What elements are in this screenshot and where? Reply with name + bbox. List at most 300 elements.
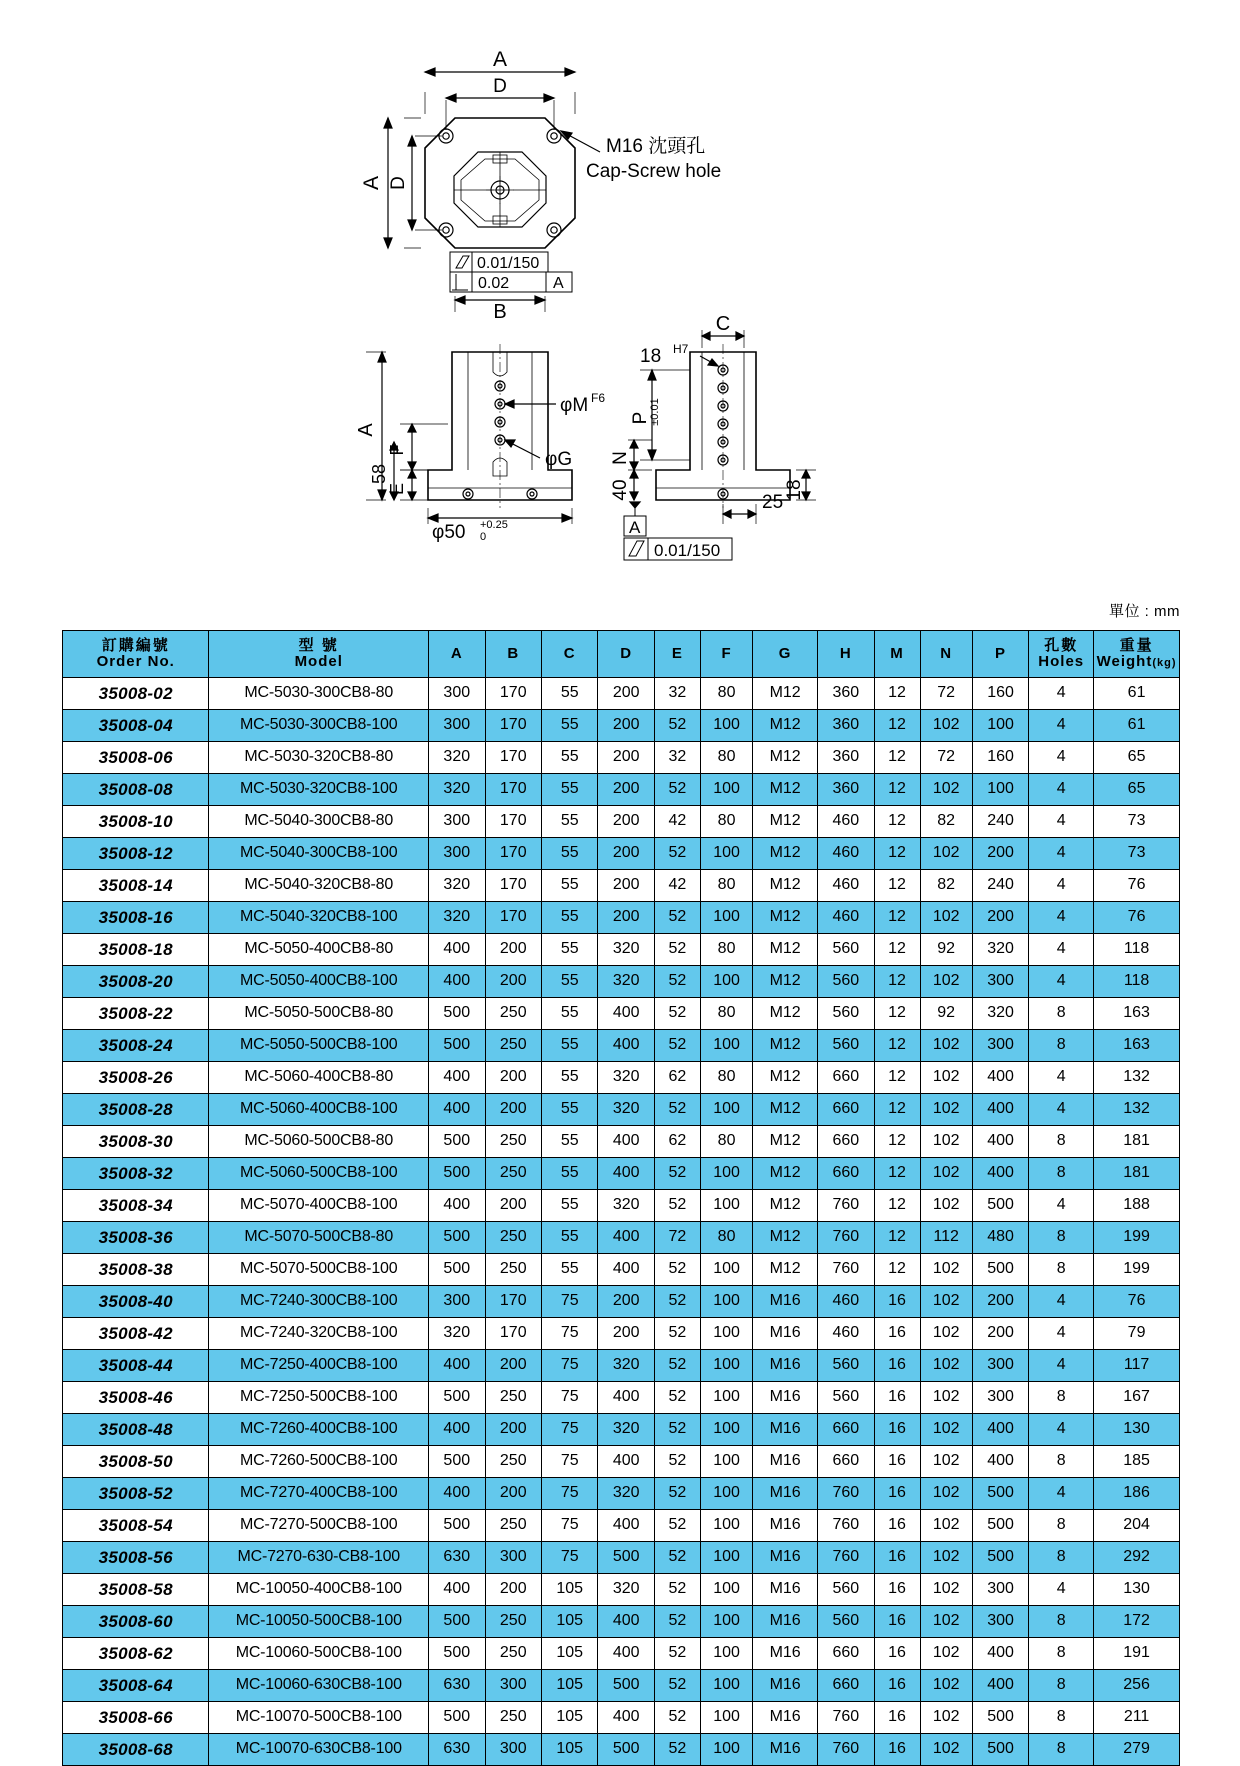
cell-model: MC-5070-500CB8-100 [209,1254,429,1286]
cell-b: 250 [485,1254,541,1286]
cell-d: 320 [598,1350,654,1382]
table-row [63,678,1180,710]
cell-a: 500 [429,1126,485,1158]
cell-weight: 211 [1094,1702,1180,1734]
cell-c: 55 [541,774,597,806]
cell-holes: 8 [1029,1222,1094,1254]
cell-weight: 256 [1094,1670,1180,1702]
table-row [63,902,1180,934]
cell-weight: 132 [1094,1062,1180,1094]
cell-p: 400 [972,1414,1028,1446]
cell-a: 320 [429,774,485,806]
table-header-cell-b [485,631,541,678]
table-row [63,1606,1180,1638]
cell-p: 200 [972,1286,1028,1318]
table-row [63,1638,1180,1670]
table-row [63,1350,1180,1382]
cell-f: 100 [700,774,752,806]
dim-d-top-label: D [493,76,507,97]
cell-m: 16 [874,1478,920,1510]
cell-p: 400 [972,1670,1028,1702]
cell-c: 105 [541,1574,597,1606]
cell-m: 12 [874,1126,920,1158]
cell-p: 200 [972,838,1028,870]
cell-c: 75 [541,1542,597,1574]
cell-h: 760 [818,1542,874,1574]
cell-h: 560 [818,1382,874,1414]
phi-m-label: φM [560,395,589,416]
cell-e: 52 [654,1606,700,1638]
cell-m: 12 [874,1254,920,1286]
cell-b: 250 [485,1126,541,1158]
cell-m: 16 [874,1606,920,1638]
cell-g: M16 [753,1702,818,1734]
cell-p: 400 [972,1446,1028,1478]
cell-order-no: 35008-32 [63,1158,209,1190]
cell-holes: 4 [1029,1414,1094,1446]
cell-e: 52 [654,1094,700,1126]
header-label-en: P [995,645,1007,663]
cell-c: 55 [541,966,597,998]
cell-c: 55 [541,1222,597,1254]
cell-n: 102 [920,1286,972,1318]
cell-f: 100 [700,1414,752,1446]
cell-m: 12 [874,934,920,966]
cell-p: 300 [972,1606,1028,1638]
table-row [63,1478,1180,1510]
cell-n: 102 [920,1574,972,1606]
cell-e: 52 [654,774,700,806]
cell-h: 760 [818,1478,874,1510]
cell-n: 102 [920,1414,972,1446]
cell-g: M16 [753,1670,818,1702]
cell-m: 12 [874,1222,920,1254]
cell-a: 400 [429,1062,485,1094]
cell-h: 560 [818,934,874,966]
header-label-en: G [778,645,792,663]
cell-e: 62 [654,1126,700,1158]
cell-h: 360 [818,742,874,774]
cell-h: 660 [818,1126,874,1158]
cell-weight: 279 [1094,1734,1180,1766]
cell-g: M12 [753,710,818,742]
cell-model: MC-5060-500CB8-80 [209,1126,429,1158]
cell-b: 200 [485,1574,541,1606]
cell-c: 55 [541,902,597,934]
cell-a: 300 [429,1286,485,1318]
cell-f: 80 [700,806,752,838]
cell-g: M12 [753,1222,818,1254]
cell-holes: 4 [1029,1350,1094,1382]
cell-m: 16 [874,1350,920,1382]
cell-holes: 8 [1029,1446,1094,1478]
technical-drawing [0,0,1240,620]
cell-a: 320 [429,870,485,902]
cell-n: 102 [920,1478,972,1510]
gdt-flatness-top-value: 0.01/150 [477,255,540,272]
cell-n: 102 [920,1350,972,1382]
cell-n: 102 [920,1542,972,1574]
table-row [63,998,1180,1030]
cell-g: M16 [753,1510,818,1542]
cell-m: 16 [874,1702,920,1734]
cell-d: 200 [598,742,654,774]
cell-d: 500 [598,1542,654,1574]
header-label-en: Model [294,653,343,670]
cell-g: M12 [753,806,818,838]
cell-g: M12 [753,1126,818,1158]
gdt-perpendicularity-datum: A [553,275,564,292]
cell-order-no: 35008-28 [63,1094,209,1126]
cell-g: M12 [753,1030,818,1062]
cell-b: 300 [485,1670,541,1702]
dim-d-left-label: D [388,176,409,190]
cell-weight: 76 [1094,870,1180,902]
cell-model: MC-5040-320CB8-100 [209,902,429,934]
table-row [63,1542,1180,1574]
cell-m: 12 [874,710,920,742]
header-label-en: B [507,645,520,663]
cell-c: 55 [541,934,597,966]
cell-h: 560 [818,1574,874,1606]
cell-order-no: 35008-24 [63,1030,209,1062]
cell-d: 200 [598,1318,654,1350]
table-row [63,1414,1180,1446]
cell-f: 80 [700,1126,752,1158]
cell-h: 460 [818,806,874,838]
cell-h: 760 [818,1510,874,1542]
cell-e: 52 [654,1350,700,1382]
table-row [63,1158,1180,1190]
table-row [63,1126,1180,1158]
cell-model: MC-5060-400CB8-80 [209,1062,429,1094]
cell-weight: 117 [1094,1350,1180,1382]
table-header-cell-n [920,631,972,678]
cell-g: M12 [753,742,818,774]
cell-weight: 76 [1094,1286,1180,1318]
cell-order-no: 35008-50 [63,1446,209,1478]
cell-p: 320 [972,934,1028,966]
table-row [63,1094,1180,1126]
cell-g: M16 [753,1350,818,1382]
dim-18-label: 18 [784,479,805,501]
cell-p: 500 [972,1542,1028,1574]
header-label-cn: 孔數 [1044,637,1079,655]
cell-model: MC-7270-630-CB8-100 [209,1542,429,1574]
cell-m: 12 [874,1158,920,1190]
cell-m: 12 [874,1030,920,1062]
cell-a: 630 [429,1670,485,1702]
table-row [63,870,1180,902]
dim-c-label: C [715,313,731,335]
cell-order-no: 35008-56 [63,1542,209,1574]
cell-model: MC-10050-400CB8-100 [209,1574,429,1606]
cell-b: 170 [485,774,541,806]
cell-d: 400 [598,1030,654,1062]
cell-order-no: 35008-16 [63,902,209,934]
cell-order-no: 35008-14 [63,870,209,902]
cell-a: 300 [429,806,485,838]
cell-model: MC-7250-500CB8-100 [209,1382,429,1414]
cell-p: 240 [972,806,1028,838]
cell-g: M12 [753,902,818,934]
cell-holes: 8 [1029,1030,1094,1062]
cell-model: MC-5050-400CB8-80 [209,934,429,966]
cell-weight: 181 [1094,1126,1180,1158]
cell-order-no: 35008-52 [63,1478,209,1510]
cell-d: 200 [598,1286,654,1318]
cell-n: 102 [920,1382,972,1414]
cell-h: 360 [818,678,874,710]
cell-m: 12 [874,1190,920,1222]
cell-d: 200 [598,838,654,870]
cell-p: 500 [972,1734,1028,1766]
cell-b: 200 [485,966,541,998]
dim-p-tolerance: ±0.01 [649,398,661,426]
cell-e: 52 [654,1734,700,1766]
cell-a: 500 [429,1702,485,1734]
table-header-cell-c [541,631,597,678]
cell-h: 660 [818,1446,874,1478]
cell-p: 500 [972,1702,1028,1734]
cell-h: 560 [818,1030,874,1062]
cell-weight: 199 [1094,1254,1180,1286]
cell-model: MC-5040-300CB8-80 [209,806,429,838]
cell-b: 250 [485,1702,541,1734]
cell-e: 52 [654,902,700,934]
cell-m: 16 [874,1574,920,1606]
cell-order-no: 35008-58 [63,1574,209,1606]
cell-c: 105 [541,1670,597,1702]
cell-g: M12 [753,1158,818,1190]
cell-holes: 8 [1029,1158,1094,1190]
cell-b: 200 [485,1414,541,1446]
cell-e: 52 [654,1446,700,1478]
cell-p: 400 [972,1094,1028,1126]
cell-model: MC-7270-500CB8-100 [209,1510,429,1542]
cap-screw-callout-cn: M16 沈頭孔 [606,136,706,157]
cell-h: 560 [818,966,874,998]
cell-p: 300 [972,1030,1028,1062]
cell-f: 80 [700,678,752,710]
table-row [63,774,1180,806]
cell-holes: 4 [1029,1190,1094,1222]
cell-order-no: 35008-26 [63,1062,209,1094]
cell-c: 55 [541,806,597,838]
cell-e: 52 [654,1670,700,1702]
header-label-en: E [671,645,683,663]
cell-d: 400 [598,1382,654,1414]
cell-a: 400 [429,1094,485,1126]
cell-holes: 8 [1029,1510,1094,1542]
cell-f: 100 [700,1286,752,1318]
cell-g: M16 [753,1734,818,1766]
cell-n: 92 [920,934,972,966]
cell-a: 500 [429,1158,485,1190]
cell-d: 320 [598,1574,654,1606]
cell-c: 105 [541,1606,597,1638]
cell-g: M12 [753,1254,818,1286]
cell-g: M16 [753,1446,818,1478]
cell-g: M12 [753,1190,818,1222]
cell-d: 400 [598,1446,654,1478]
cell-model: MC-10070-500CB8-100 [209,1702,429,1734]
cell-d: 320 [598,934,654,966]
table-head [63,631,1180,678]
cell-holes: 8 [1029,1670,1094,1702]
table-row [63,1254,1180,1286]
cell-holes: 4 [1029,710,1094,742]
cell-b: 170 [485,1286,541,1318]
cell-p: 400 [972,1126,1028,1158]
cell-a: 500 [429,1446,485,1478]
cell-h: 760 [818,1254,874,1286]
cell-c: 55 [541,1126,597,1158]
cell-d: 200 [598,870,654,902]
cell-h: 560 [818,998,874,1030]
cell-f: 100 [700,838,752,870]
cell-d: 500 [598,1734,654,1766]
cell-b: 250 [485,1030,541,1062]
cell-order-no: 35008-18 [63,934,209,966]
cell-c: 55 [541,1094,597,1126]
cell-holes: 4 [1029,1318,1094,1350]
header-label-cn: 重量 [1119,637,1154,655]
cell-model: MC-7250-400CB8-100 [209,1350,429,1382]
cell-m: 16 [874,1286,920,1318]
cell-f: 100 [700,1318,752,1350]
cell-g: M12 [753,678,818,710]
cell-n: 102 [920,1638,972,1670]
cell-a: 500 [429,1382,485,1414]
header-label-cn: 型 號 [298,637,339,655]
cell-b: 250 [485,998,541,1030]
header-label-en: F [721,645,732,663]
cell-h: 560 [818,1606,874,1638]
table-row [63,1190,1180,1222]
cell-a: 400 [429,1574,485,1606]
cell-weight: 167 [1094,1382,1180,1414]
phi-m-sup: F6 [591,391,606,405]
cell-f: 100 [700,1638,752,1670]
cell-n: 102 [920,1094,972,1126]
cell-n: 102 [920,1062,972,1094]
phi-g-label: φG [545,449,573,470]
cell-weight: 73 [1094,838,1180,870]
cell-f: 100 [700,1574,752,1606]
cell-model: MC-10060-500CB8-100 [209,1638,429,1670]
cell-weight: 292 [1094,1542,1180,1574]
cell-model: MC-10070-630CB8-100 [209,1734,429,1766]
table-header-cell-f [700,631,752,678]
dim-f-label: F [387,444,407,456]
cell-holes: 4 [1029,742,1094,774]
cell-d: 320 [598,1190,654,1222]
cell-order-no: 35008-08 [63,774,209,806]
table-row [63,1062,1180,1094]
cell-h: 660 [818,1638,874,1670]
cell-order-no: 35008-60 [63,1606,209,1638]
cell-order-no: 35008-10 [63,806,209,838]
unit-note: 單位 : mm [1109,603,1180,620]
cell-model: MC-5030-320CB8-80 [209,742,429,774]
cell-weight: 79 [1094,1318,1180,1350]
cell-e: 52 [654,1542,700,1574]
cell-order-no: 35008-22 [63,998,209,1030]
cell-f: 80 [700,1222,752,1254]
cell-c: 55 [541,870,597,902]
table-header-cell-h [818,631,874,678]
table-row [63,1734,1180,1766]
table-header-cell-m [874,631,920,678]
cell-h: 460 [818,1318,874,1350]
cell-holes: 8 [1029,1702,1094,1734]
cell-b: 200 [485,1094,541,1126]
cell-m: 12 [874,998,920,1030]
cell-d: 320 [598,966,654,998]
cell-n: 102 [920,1190,972,1222]
cell-holes: 4 [1029,1478,1094,1510]
cell-m: 12 [874,678,920,710]
cell-f: 100 [700,1542,752,1574]
cell-m: 16 [874,1382,920,1414]
cell-d: 320 [598,1094,654,1126]
cell-n: 102 [920,774,972,806]
cell-m: 16 [874,1446,920,1478]
cell-e: 52 [654,1414,700,1446]
dim-a-top-label: A [492,48,508,71]
cell-a: 400 [429,934,485,966]
header-label-en: N [940,645,953,663]
cell-d: 400 [598,1638,654,1670]
cell-m: 12 [874,774,920,806]
cell-d: 200 [598,902,654,934]
cell-a: 500 [429,1254,485,1286]
cell-weight: 76 [1094,902,1180,934]
cell-e: 52 [654,1510,700,1542]
cell-a: 400 [429,1478,485,1510]
cell-f: 100 [700,1670,752,1702]
cell-n: 102 [920,1446,972,1478]
cell-weight: 118 [1094,934,1180,966]
cell-m: 16 [874,1414,920,1446]
cell-c: 55 [541,998,597,1030]
cell-g: M16 [753,1318,818,1350]
cell-p: 500 [972,1510,1028,1542]
dim-a-front-label: A [355,423,377,437]
cell-b: 250 [485,1638,541,1670]
cell-d: 400 [598,1702,654,1734]
table-header-cell-model [209,631,429,678]
cell-n: 72 [920,678,972,710]
cell-weight: 132 [1094,1094,1180,1126]
cell-h: 560 [818,1350,874,1382]
cell-e: 52 [654,966,700,998]
table-row [63,1222,1180,1254]
cell-f: 100 [700,1606,752,1638]
cell-g: M12 [753,1094,818,1126]
table-header-cell-p [972,631,1028,678]
dim-18h7-label: 18 [640,346,662,367]
cell-h: 760 [818,1222,874,1254]
cell-b: 170 [485,902,541,934]
cell-model: MC-5060-500CB8-100 [209,1158,429,1190]
cell-a: 320 [429,1318,485,1350]
dim-a-left-label: A [360,175,383,191]
header-label-en: Holes [1038,653,1085,670]
cell-n: 102 [920,1702,972,1734]
cell-n: 92 [920,998,972,1030]
